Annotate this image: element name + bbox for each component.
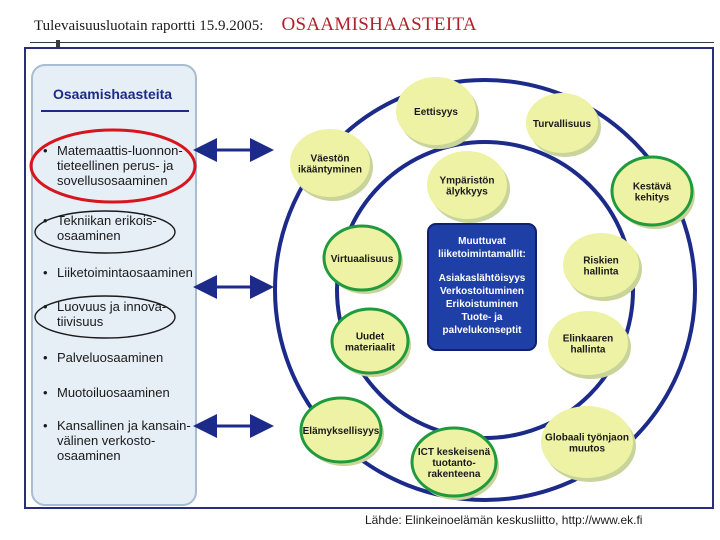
center-line: liiketoimintamallit: (438, 249, 526, 260)
bubble-label: muutos (568, 443, 606, 455)
bubble-label: ikääntyminen (298, 164, 362, 176)
challenge-item-line: sovellusosaaminen (57, 173, 168, 188)
bullet-icon: • (43, 350, 48, 365)
bubble-turvallisuus (526, 93, 601, 157)
bubble-label: hallinta (570, 344, 606, 356)
bullet-icon: • (43, 418, 48, 433)
bubble-label: Väestön (310, 153, 350, 165)
bullet-icon: • (43, 299, 48, 314)
bubble-label: Globaali työnjaon (545, 432, 629, 444)
bullet-icon: • (43, 213, 48, 228)
center-line: Erikoistuminen (445, 299, 519, 310)
bullet-icon: • (43, 265, 48, 280)
center-line: palvelukonseptit (442, 325, 522, 336)
bubble-label: Ympäristön (439, 175, 495, 187)
challenge-item-line: Muotoiluosaaminen (57, 385, 170, 400)
center-line: Verkostoituminen (440, 286, 524, 297)
center-line: Muuttuvat (458, 236, 506, 247)
bubble-label: hallinta (583, 266, 619, 278)
challenge-item-line: Kansallinen ja kansain- (57, 418, 191, 433)
bubble-label: Elämyksellisyys (302, 426, 380, 437)
highlight-oval-tech (35, 211, 175, 253)
challenge-item-line: Matemaattis-luonnon- (57, 143, 183, 158)
challenge-item-line: Liiketoimintaosaaminen (57, 265, 193, 280)
bubble-label: Elinkaaren (562, 333, 614, 345)
source-note: Lähde: Elinkeinoelämän keskusliitto, http://www.ek.fi (365, 513, 643, 527)
bubble-label: tuotanto- (432, 458, 476, 469)
bubble-label: älykkyys (446, 186, 488, 198)
challenge-item-line: Palveluosaaminen (57, 350, 164, 365)
highlight-oval-creativity (35, 296, 175, 338)
bubble-uudet (332, 309, 411, 377)
challenge-item-line: tieteellinen perus- ja (57, 158, 174, 173)
bubble-label: Virtuaalisuus (330, 254, 394, 265)
challenge-item-line: välinen verkosto- (57, 433, 156, 448)
bubble-kestava (612, 157, 695, 229)
center-line: Tuote- ja (461, 312, 503, 323)
challenge-item-line: tiivisuus (57, 314, 104, 329)
challenge-item-line: osaaminen (57, 228, 121, 243)
report-title: OSAAMISHAASTEITA (281, 14, 477, 35)
bubble-label: Riskien (583, 255, 619, 267)
report-subtitle: Tulevaisuusluotain raportti 15.9.2005: (34, 18, 264, 34)
bubble-elinkaaren (548, 311, 631, 379)
challenge-item-line: Luovuus ja innova- (57, 299, 167, 314)
bubble-elamyksellisyys (301, 398, 384, 466)
bubble-label: materiaalit (344, 342, 396, 354)
bubble-label: rakenteena (427, 469, 481, 480)
bubble-globaali (541, 406, 636, 482)
bubble-label: Uudet (355, 331, 385, 343)
bullet-icon: • (43, 143, 48, 158)
challenge-item-line: Tekniikan erikois- (57, 213, 157, 228)
center-line: Asiakaslähtöisyys (438, 273, 526, 284)
highlight-oval-red (31, 130, 195, 202)
bubble-riskien (563, 233, 642, 301)
bullet-icon: • (43, 385, 48, 400)
bubble-label: Eettisyys (414, 107, 458, 118)
bubble-label: ICT keskeisenä (417, 447, 491, 458)
bubble-eettisyys (396, 77, 479, 149)
bubble-ymparisto (427, 151, 510, 223)
challenge-item-line: osaaminen (57, 448, 121, 463)
bubble-label: Kestävä (632, 181, 672, 193)
bubble-label: Turvallisuus (532, 119, 592, 130)
challenges-title: Osaamishaasteita (53, 86, 173, 102)
bubble-label: kehitys (634, 192, 670, 204)
